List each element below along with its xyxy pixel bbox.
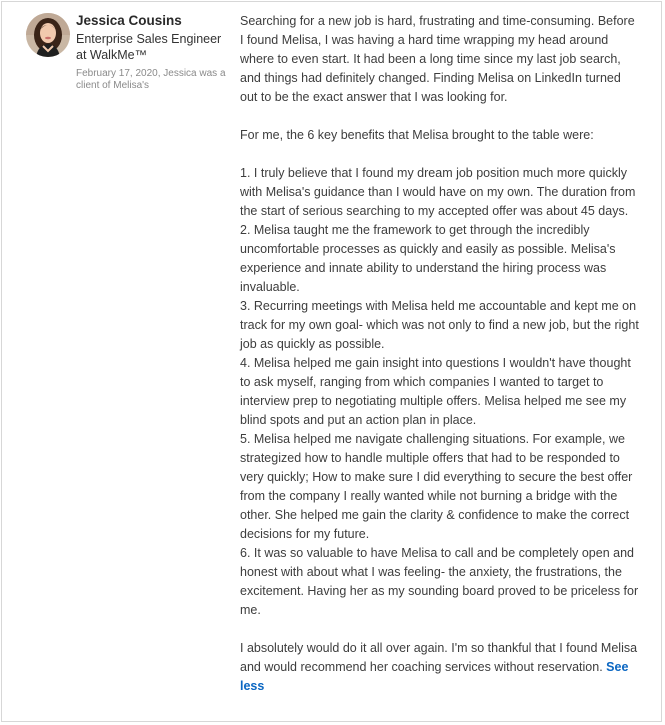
benefit-item-3: 3. Recurring meetings with Melisa held me accountable and kept me on track for my own goal- which was not only to find a new job, but the right job as quickly as possible. [240, 299, 639, 351]
benefit-item-4: 4. Melisa helped me gain insight into questions I wouldn't have thought to ask myself, ranging from which companies I wanted to target to interview prep to negotiating multiple offers. Melisa helped me see my blind spots and put an action plan in place. [240, 356, 631, 427]
benefit-item-2: 2. Melisa taught me the framework to get through the incredibly uncomfortable processes as quickly and easily as possible. Melisa's experience and innate ability to understand the hiring process was invaluable. [240, 223, 616, 294]
see-less-link[interactable]: See less [240, 660, 629, 693]
recommendation-text [240, 12, 640, 696]
recommendation-meta: February 17, 2020, Jessica was a client of Melisa's [76, 68, 226, 91]
recommendation-card [1, 1, 662, 722]
benefit-item-1: 1. I truly believe that I found my dream job position much more quickly with Melisa's guidance than I would have on my own. The duration from the start of serious searching to my accepted offer was about 45 days. [240, 166, 636, 218]
recommendation-closing-paragraph [240, 639, 640, 696]
benefit-item-5: 5. Melisa helped me navigate challenging situations. For example, we strategized how to handle multiple offers that had to be responded to very quickly; How to make sure I did everything to secure the best offer from the company I really wanted while not burning a bridge with the other. She helped me gain the clarity & confidence to make the correct decisions for my future. [240, 432, 633, 541]
recommendation-intro: Searching for a new job is hard, frustrating and time-consuming. Before I found Melisa, I was having a hard time wrapping my head around where to even start. It had been a long time since my last job search, and things had definitely changed. Finding Melisa on LinkedIn turned out to be the exact answer that I was looking for. [240, 14, 635, 104]
recommender-info [76, 12, 226, 92]
recommender-name[interactable]: Jessica Cousins [76, 13, 182, 28]
recommendation-lead: For me, the 6 key benefits that Melisa brought to the table were: [240, 128, 594, 142]
avatar[interactable] [26, 13, 70, 57]
profile-photo-icon [26, 13, 70, 57]
benefit-item-6: 6. It was so valuable to have Melisa to call and be completely open and honest with about what I was feeling- the anxiety, the frustrations, the excitement. Having her as my sounding board proved to be priceless for me. [240, 546, 639, 617]
recommender-title: Enterprise Sales Engineer at WalkMe™ [76, 32, 222, 62]
recommendation-closing: I absolutely would do it all over again. I'm so thankful that I found Melisa and would recommend her coaching services without reservation. [240, 641, 638, 674]
